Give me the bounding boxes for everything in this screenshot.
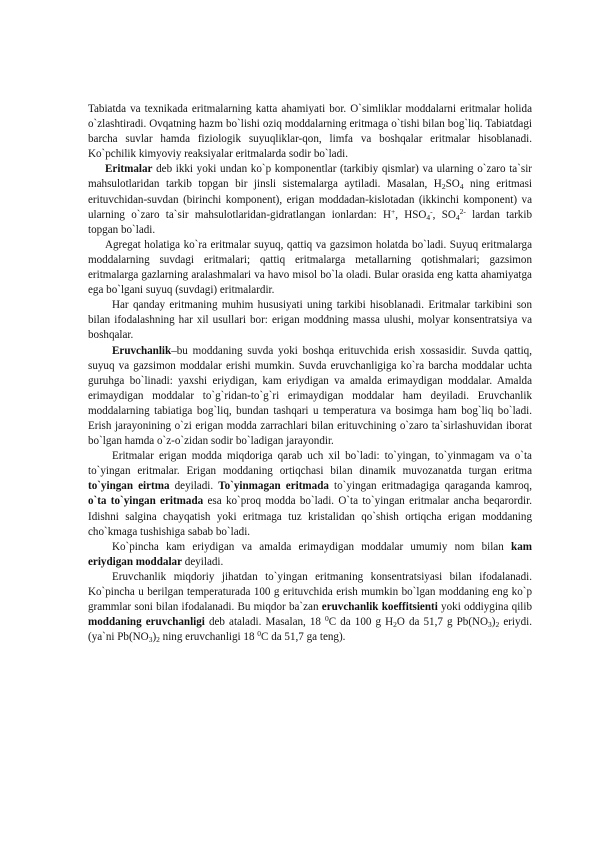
text-span: ) (491, 616, 496, 629)
paragraph-solubility-coefficient (88, 570, 532, 645)
superscript: 0 (325, 614, 329, 624)
term-eritmalar: Eritmalar (105, 163, 153, 176)
paragraph-saturation (88, 449, 532, 540)
subscript: 2 (156, 635, 160, 645)
paragraph-sparingly-soluble (88, 540, 532, 570)
text-span: ning eruvchanligi 18 (159, 631, 258, 644)
subscript: 3 (488, 620, 492, 630)
text-span: ) (152, 631, 157, 644)
text-span: SO (445, 178, 460, 191)
subscript: 4 (455, 212, 460, 222)
text-span: Eruvchanlik miqdoriy jihatdan to`yingan eritmaning konsentratsiyasi bilan ifodalanadi. Ko`pincha u berilgan temperaturada 100 g erituvchida erish mumkin bo`lgan moddaning eng ko`p grammlar soni bilan ifodalanadi. Bu miqdor ba`zan (88, 570, 532, 614)
text-span: deb ataladi. Masalan, 18 (204, 616, 326, 629)
superscript: - (430, 206, 433, 216)
term-solubility-coefficient: eruvchanlik koeffitsienti (321, 601, 438, 614)
subscript: 2 (441, 182, 446, 192)
text-span: esa ko`proq modda bo`ladi. O`ta to`yingan eritmalar ancha beqarordir. Idishni salgina chayqatish yoki eritmaga tuz kristalidan qo`shish ortiqcha erigan moddaning cho`kmaga tushishiga sabab bo`ladi. (88, 495, 532, 538)
term-substance-solubility: moddaning eruvchanligi (88, 616, 205, 629)
superscript: + (390, 206, 396, 216)
paragraph-composition: Har qanday eritmaning muhim hususiyati uning tarkibi hisoblanadi. Eritmalar tarkibini son bilan ifodalashning har xil usullari bor: erigan moddning massa ulushi, molyar konsentratsiya va boshqalar. (88, 299, 532, 342)
term-sparingly-soluble: kam eriydigan moddalar (88, 540, 532, 568)
text-span: –bu moddaning suvda yoki boshqa erituvchida erish xossasidir. Suvda qattiq, suyuq va gazsimon moddalar erishi mumkin. Suvda eruvchanligiga ko`ra barcha moddalar uchta guruhga bo`linadi: yaxshi eriydigan, kam eriydigan va amalda erimaydigan moddalar. Amalda erimaydigan moddalar to`g`ridan-to`g`ri erimaydigan moddalar ham deyiladi. Eruvchanlik moddalarning tabiatiga bog`liq, bundan tashqari u temperatura va bosimga ham bog`liq bo`ladi. Erish jarayonining o`zi erigan modda zarrachlari bilan erituvchining o`zaro ta`sirlashuvidan iborat bo`lgan hamda o`z-o`zidan sodir bo`ladigan jarayondir. (88, 344, 532, 448)
term-supersaturated: o`ta to`yingan eritmada (88, 495, 204, 508)
text-span: , SO (432, 208, 456, 221)
paragraph-definition (88, 162, 532, 237)
text-span: deyiladi. (182, 555, 224, 568)
term-eruvchanlik: Eruvchanlik (112, 344, 172, 357)
text-span: , HSO (395, 208, 427, 221)
subscript: 4 (459, 182, 464, 192)
text-span: Eritmalar erigan modda miqdoriga qarab uch xil bo`ladi: to`yingan, to`yinmagam va o`ta to`yingan eritmalar. Erigan moddaning ortiqchasi bilan dinamik muvozanatda turgan eritma (88, 450, 532, 478)
subscript: 2 (495, 620, 500, 630)
subscript: 2 (393, 620, 397, 630)
superscript: 2- (459, 206, 466, 216)
text-span: deb ikki yoki undan ko`p komponentlar (tarkibiy qismlar) va ularning o`zaro ta`sir mahsulotlaridan tarkib topgan bir jinsli sistemalarga aytiladi. Masalan, H (88, 163, 532, 191)
paragraph-aggregate-state: Agregat holatiga ko`ra eritmalar suyuq, qattiq va gazsimon holatda bo`ladi. Suyuq eritmalarga moddalarning suvdagi eritmalari; qattiq eritmalarga metallarning qotishmalari; gazsimon eritmalarga gazlarning aralashmalari va havo misol bo`la oladi. Bular orasida eng katta ahamiyatga ega bo`lgani suyuq (suvdagi) eritmalardir. (88, 238, 532, 297)
text-span: C da 100 g H (328, 616, 394, 629)
document-body (88, 102, 532, 645)
text-span: ning eritmasi erituvchidan-suvdan (birinchi komponent), erigan moddadan-kislotadan (ikkinchi komponent) va ularning o`zaro ta`sir mahsulotlaridan-gidratlangan ionlardan: H (88, 178, 532, 221)
text-span: eriydi. (ya`ni Pb(NO (88, 616, 532, 644)
superscript: 0 (257, 629, 262, 639)
term-saturated: to`yingan eirtma (88, 480, 170, 493)
term-unsaturated: To`yinmagan eritmada (218, 480, 329, 493)
paragraph-solubility (88, 344, 532, 450)
text-span: to`yingan eritmadagiga qaraganda kamroq, (328, 480, 532, 493)
text-span: Ko`pincha kam eriydigan va amalda erimaydigan moddalar umumiy nom bilan (112, 540, 512, 553)
text-span: deyiladi. (169, 480, 219, 493)
subscript: 4 (426, 212, 431, 222)
text-span: yoki oddiygina qilib (437, 601, 532, 614)
subscript: 3 (148, 635, 153, 645)
paragraph-intro: Tabiatda va texnikada eritmalarning katta ahamiyati bor. O`simliklar moddalarni eritmalar holida o`zlashtiradi. Ovqatning hazm bo`lishi oziq moddalarning eritmaga o`tishi bilan bog`liq. Tabiatdagi barcha suvlar hamda fiziologik suyuqliklar-qon, limfa va boshqalar eritmalar hisoblanadi. Ko`pchilik kimyoviy reaksiyalar eritmalarda sodir bo`ladi. (88, 103, 532, 161)
text-span: C da 51,7 ga teng). (261, 631, 346, 644)
text-span: lardan tarkib topgan bo`ladi. (88, 208, 532, 236)
text-span: O da 51,7 g Pb(NO (396, 616, 489, 629)
